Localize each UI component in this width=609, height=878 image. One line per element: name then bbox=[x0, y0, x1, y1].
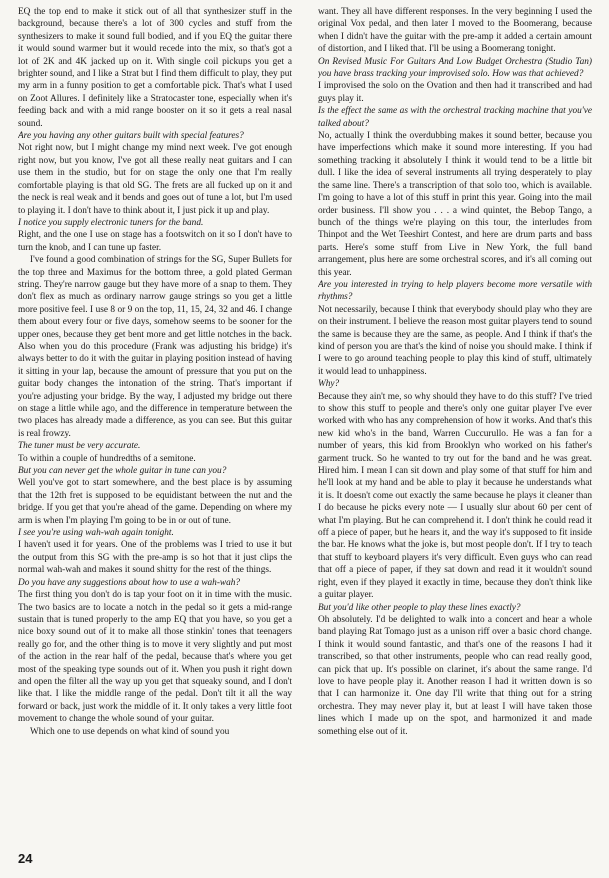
interview-answer: Because they ain't me, so why should they have to do this stuff? I've tried to show this stuff to people and there's only one guitar player I've ever worked with who has any comprehension of how it works. And that's this new kid who's in the band, Warren Cuccurullo. He was a fan for a number of years, this kid from Brooklyn who worked on his father's garment truck. So he wanted to try out for the band and he was great. Hired him. I mean I can sit down and play some of that stuff for him and he'll look at my hand and be able to play it because he understands what it is. It doesn't come out exactly the same because he plays it cleaner than I do because he picks every note — I usually slur about 60 per cent of what I'm playing. But he can comprehend it. I don't think he could read it off a piece of paper, but he hears it, and the way it's supposed to fit inside the bar. He knows what the joke is, but most people don't. If I try to teach that stuff to keyboard players it's very difficult. Even guys who can read that off a piece of paper, if they sat down and read it it wouldn't sound right, even if they played it exactly in time, because they don't think like a guitar player. bbox=[318, 391, 592, 601]
interview-answer: Oh absolutely. I'd be delighted to walk into a concert and hear a whole band playing Rat Tomago just as a unison riff over a basic chord change. I think it would sound fantastic, and that's one of the reasons I had it transcribed, so that other instruments, people who can read really good, can pick that up. It's possible on clarinet, it's about the same range. I'd love to have people play it. Another reason I had it written down is so that I can harmonize it. One day I'll write that thing out for a string orchestra. They may never play it, but at least I will have taken those lines which I made up on the spot, and harmonized it and made something else out of it. bbox=[318, 614, 592, 737]
left-text-column bbox=[18, 6, 292, 854]
interview-question: The tuner must be very accurate. bbox=[18, 441, 141, 452]
interview-answer: No, actually I think the overdubbing makes it sound better, because you have imperfections which make it sound more interesting. If you had something tracking it absolutely I think it would tend to be a little bit dull. I like the idea of several instruments all trying desperately to play the same line. There's a transcription of that solo too, which is available. I'm going to have a lot of this stuff in print this year. Going into the mail order business. I'll show you . . . a wind quintet, the Bebop Tango, a bunch of the things we're playing on this tour, the interludes from Thinpot and the Wet Teeshirt Contest, and here are drum parts and bass parts. Here's some stuff from Live in New York, the full band arrangement, plus here are some orchestral scores, and it's all coming out this year. bbox=[318, 131, 592, 278]
interview-question: Are you interested in trying to help players become more versatile with rhythms? bbox=[318, 279, 592, 303]
interview-answer: I improvised the solo on the Ovation and then had it transcribed and had guys play it. bbox=[318, 81, 592, 104]
interview-question: Do you have any suggestions about how to use a wah-wah? bbox=[18, 577, 241, 588]
interview-question: I see you're using wah-wah again tonight. bbox=[18, 528, 174, 539]
right-text-column bbox=[318, 6, 592, 854]
interview-answer: Not right now, but I might change my mind next week. I've got enough right now, but you know, I've got all these really neat guitars and I can use them in the studio, but for on stage the only one that I'm really comfortable playing is that old SG. The frets are all fucked up on it and the neck is real weak and it bends and goes out of tune a lot, but I'm used to playing it. I don't have to think about it, I just pick it up and play. bbox=[18, 143, 292, 216]
interview-answer: Well you've got to start somewhere, and the best place is by assuming that the 12th fret is supposed to be equidistant between the nut and the bridge. If you get that you're ahead of the game. Depending on where my arm is when I'm playing I'm going to be in or out of tune. bbox=[18, 478, 292, 526]
interview-answer: Right, and the one I use on stage has a footswitch on it so I don't have to turn the knob, and I can tune up faster. bbox=[18, 230, 292, 253]
interview-answer: I've found a good combination of strings for the SG, Super Bullets for the top three and Maximus for the bottom three, a gold plated German string. They're narrow gauge but they have more of a snap to them. They don't flex as much as ordinary narrow gauge strings so you get a little more positive feel. I use 8 or 9 on the top, 11, 15, 24, 32 and 46. I change them about every four or five days, somehow seems to be sooner for the upper ones, because they get bent more and get little notches in the back. Also when you do this procedure (Frank was adjusting his bridge) it's always better to do it with the guitar in playing position instead of having it sitting in your lap, because the amount of pressure that you put on the guitar body changes the intonation of the string. That's important if you're adjusting your bridge. By the way, I adjusted my bridge out there on stage a little while ago, and the difference in temperature between the two places has already made a difference, as you can see. But this guitar is real frowzy. bbox=[18, 255, 292, 439]
interview-answer: Not necessarily, because I think that everybody should play who they are on their instrument. I believe the reason most guitar players tend to sound the same is because they are the same, as people. And I think if that's the kind of person you are that's the kind of noise you should make. I think if I were to go around teaching people to play this kind of stuff, ultimately it would lead to unhappiness. bbox=[318, 304, 592, 377]
interview-answer: want. They all have different responses. In the very beginning I used the original Vox pedal, and then later I moved to the Boomerang, because when I didn't have the guitar with the pre-amp it added a certain amount of distortion, and I liked that. I'll be using a Boomerang tonight. bbox=[318, 7, 592, 55]
interview-answer: To within a couple of hundredths of a semitone. bbox=[18, 453, 196, 464]
interview-question: Is the effect the same as with the orchestral tracking machine that you've talked about? bbox=[318, 106, 592, 129]
interview-answer: EQ the top end to make it stick out of all that synthesizer stuff in the background, because there's a lot of 300 cycles and stuff from the synthesizers to make it sound full bodied, and if you EQ the guitar there it would sound warmer but it would recede into the mix, so that's got a lot of 2K and 4K jacked up on it. With single coil pickups you get a brighter sound, and I like a Strat but I find them difficult to play, they put my arm in a funny position to get a comfortable pick. That's what I used on Zoot Allures. I definitely like a Stratocaster tone, especially when it's feeding back and with a mid range booster on it so it gets a real nasal sound. bbox=[18, 7, 292, 129]
interview-question: I notice you supply electronic tuners for the band. bbox=[18, 217, 204, 228]
interview-question: On Revised Music For Guitars And Low Budget Orchestra (Studio Tan) you have brass tracking your improvised solo. How was that achieved? bbox=[318, 56, 592, 80]
interview-answer: The first thing you don't do is tap your foot on it in time with the music. The two basics are to locate a notch in the pedal so it gets a mid-range sustain that is tuned properly to the amp EQ that you have, so you get a nice boxy sound out of it to make all those stinkin' tones that teenagers really go for, and the other thing is to move it very slightly and put most of the action in the rear half of the pedal, because that's where you get most of the speaking type sounds out of it. When you push it right down and open the filter all the way up you get that squeaky sound, and I don't like that. I like the middle range of the pedal. Don't tilt it all the way forward or back, just work the middle of it. It only takes a very little foot movement to change the whole sound of your guitar. bbox=[18, 590, 292, 725]
interview-question: Why? bbox=[318, 379, 340, 390]
interview-question: But you can never get the whole guitar in tune can you? bbox=[18, 466, 227, 477]
interview-question: But you'd like other people to play these lines exactly? bbox=[318, 602, 521, 613]
interview-answer: Which one to use depends on what kind of sound you bbox=[30, 726, 230, 737]
page-number: 24 bbox=[18, 851, 33, 866]
interview-question: Are you having any other guitars built with special features? bbox=[18, 131, 244, 142]
interview-answer: I haven't used it for years. One of the problems was I tried to use it but the output from this SG with the pre-amp is so hot that it just clips the normal wah-wah and makes it sound shitty for the rest of the things. bbox=[18, 540, 292, 576]
